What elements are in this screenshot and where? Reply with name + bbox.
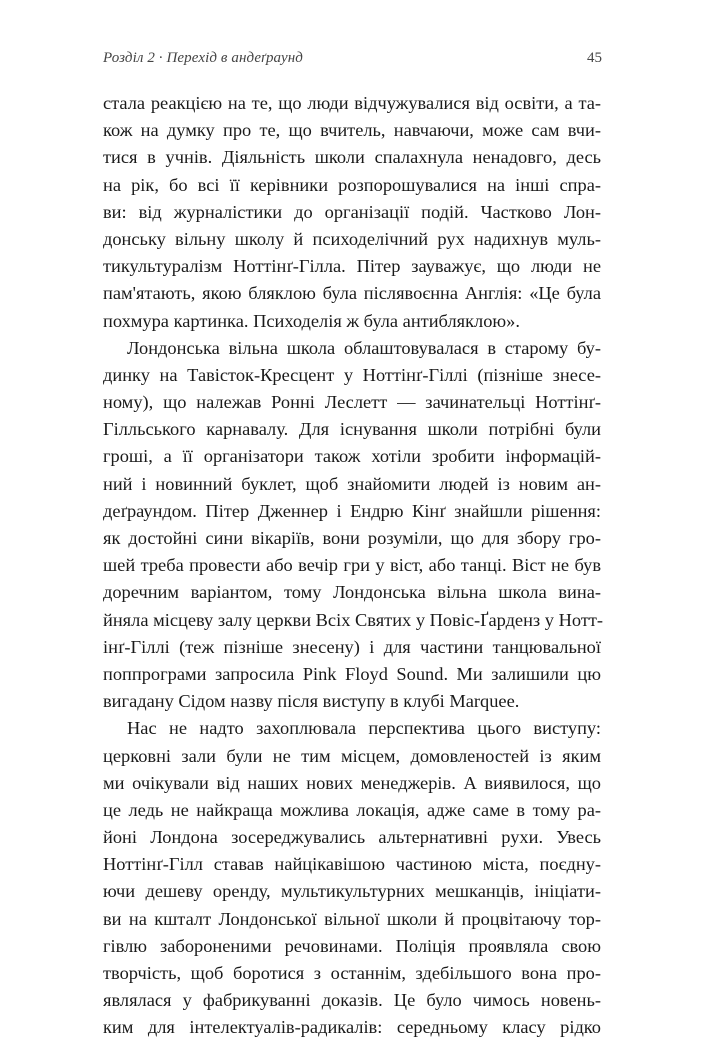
text-line: деґраундом. Пітер Дженнер і Ендрю Кінґ знайшли рішення: bbox=[103, 500, 601, 521]
text-line: тися в учнів. Діяльність школи спалахнула ненадовго, десь bbox=[103, 147, 601, 168]
body-text bbox=[103, 90, 604, 1042]
text-line: донську вільну школу й психоделічний рух надихнув муль- bbox=[103, 228, 601, 249]
text-line: ви на кшталт Лондонської вільної школи й процвітаючу тор- bbox=[103, 908, 601, 929]
text-line: тикультуралізм Ноттінґ-Гілла. Пітер зауважує, що люди не bbox=[103, 256, 601, 277]
text-line: пам'ятають, якою бляклою була післявоєнна Англія: «Це була bbox=[103, 283, 601, 304]
text-line: це ледь не найкраща можлива локація, адже саме в тому ра- bbox=[103, 799, 601, 820]
text-line: являлася у фабрикуванні доказів. Це було чимось новень- bbox=[103, 990, 601, 1011]
paragraph bbox=[103, 335, 604, 716]
text-line: йняла місцеву залу церкви Всіх Святих у Повіс-Ґарденз у Нотт- bbox=[103, 609, 604, 630]
paragraph bbox=[103, 715, 601, 1041]
text-line: на рік, бо всі її керівники розпорошувалися на інші спра- bbox=[103, 174, 601, 195]
text-line: похмура картинка. Психоделія ж була антибляклою». bbox=[103, 310, 520, 331]
text-line: поппрограми запросила Pink Floyd Sound. Ми залишили цю bbox=[103, 663, 601, 684]
text-line: інґ-Гіллі (теж пізніше знесену) і для частини танцювальної bbox=[103, 636, 601, 657]
text-line: ному), що належав Ронні Леслетт — зачинательці Ноттінґ- bbox=[103, 392, 601, 413]
text-line: кож на думку про те, що вчитель, навчаючи, може сам вчи- bbox=[103, 120, 601, 141]
text-line: творчість, щоб боротися з останнім, здебільшого вона про- bbox=[103, 963, 601, 983]
text-line: динку на Тавісток-Кресцент у Ноттінґ-Гіллі (пізніше знесе- bbox=[103, 364, 601, 385]
paragraph bbox=[103, 90, 601, 335]
text-line: Нас не надто захоплювала перспектива цього виступу: bbox=[127, 718, 601, 739]
page-number: 45 bbox=[587, 50, 602, 66]
text-line: йоні Лондона зосереджувались альтернативні рухи. Увесь bbox=[103, 827, 601, 848]
text-line: Гілльського карнавалу. Для існування школи потрібні були bbox=[103, 419, 601, 440]
running-header bbox=[103, 50, 602, 74]
text-line: гроші, а її організатори також хотіли зробити інформацій- bbox=[103, 446, 601, 467]
text-line: церковні зали були не тим місцем, домовленостей із яким bbox=[103, 745, 601, 766]
text-line: гівлю забороненими речовинами. Поліція проявляла свою bbox=[103, 935, 601, 956]
text-line: доречним варіантом, тому Лондонська вільна школа вина- bbox=[103, 582, 601, 603]
text-line: стала реакцією на те, що люди відчужувалися від освіти, а та- bbox=[103, 93, 601, 113]
text-line: шей треба провести або вечір гри у віст, або танці. Віст не був bbox=[103, 555, 601, 576]
text-line: ви: від журналістики до організації подій. Частково Лон- bbox=[103, 201, 601, 222]
text-line: ми очікували від наших нових менеджерів. А виявилося, що bbox=[103, 772, 601, 793]
text-line: ким для інтелектуалів-радикалів: середньому класу рідко bbox=[103, 1017, 601, 1038]
text-line: ючи дешеву оренду, мультикультурних мешканців, ініціати- bbox=[103, 881, 601, 902]
text-line: ний і новинний буклет, щоб знайомити людей із новим ан- bbox=[103, 473, 601, 494]
text-line: як достойні сини вікаріїв, вони розуміли, що для збору гро- bbox=[103, 528, 601, 548]
text-line: Ноттінґ-Гілл ставав найцікавішою частиною міста, поєдну- bbox=[103, 854, 601, 875]
text-line: Лондонська вільна школа облаштовувалася в старому бу- bbox=[127, 337, 601, 358]
running-title: Розділ 2 · Перехід в андеґраунд bbox=[103, 50, 303, 66]
text-line: вигадану Сідом назву після виступу в клубі Marquee. bbox=[103, 691, 520, 712]
